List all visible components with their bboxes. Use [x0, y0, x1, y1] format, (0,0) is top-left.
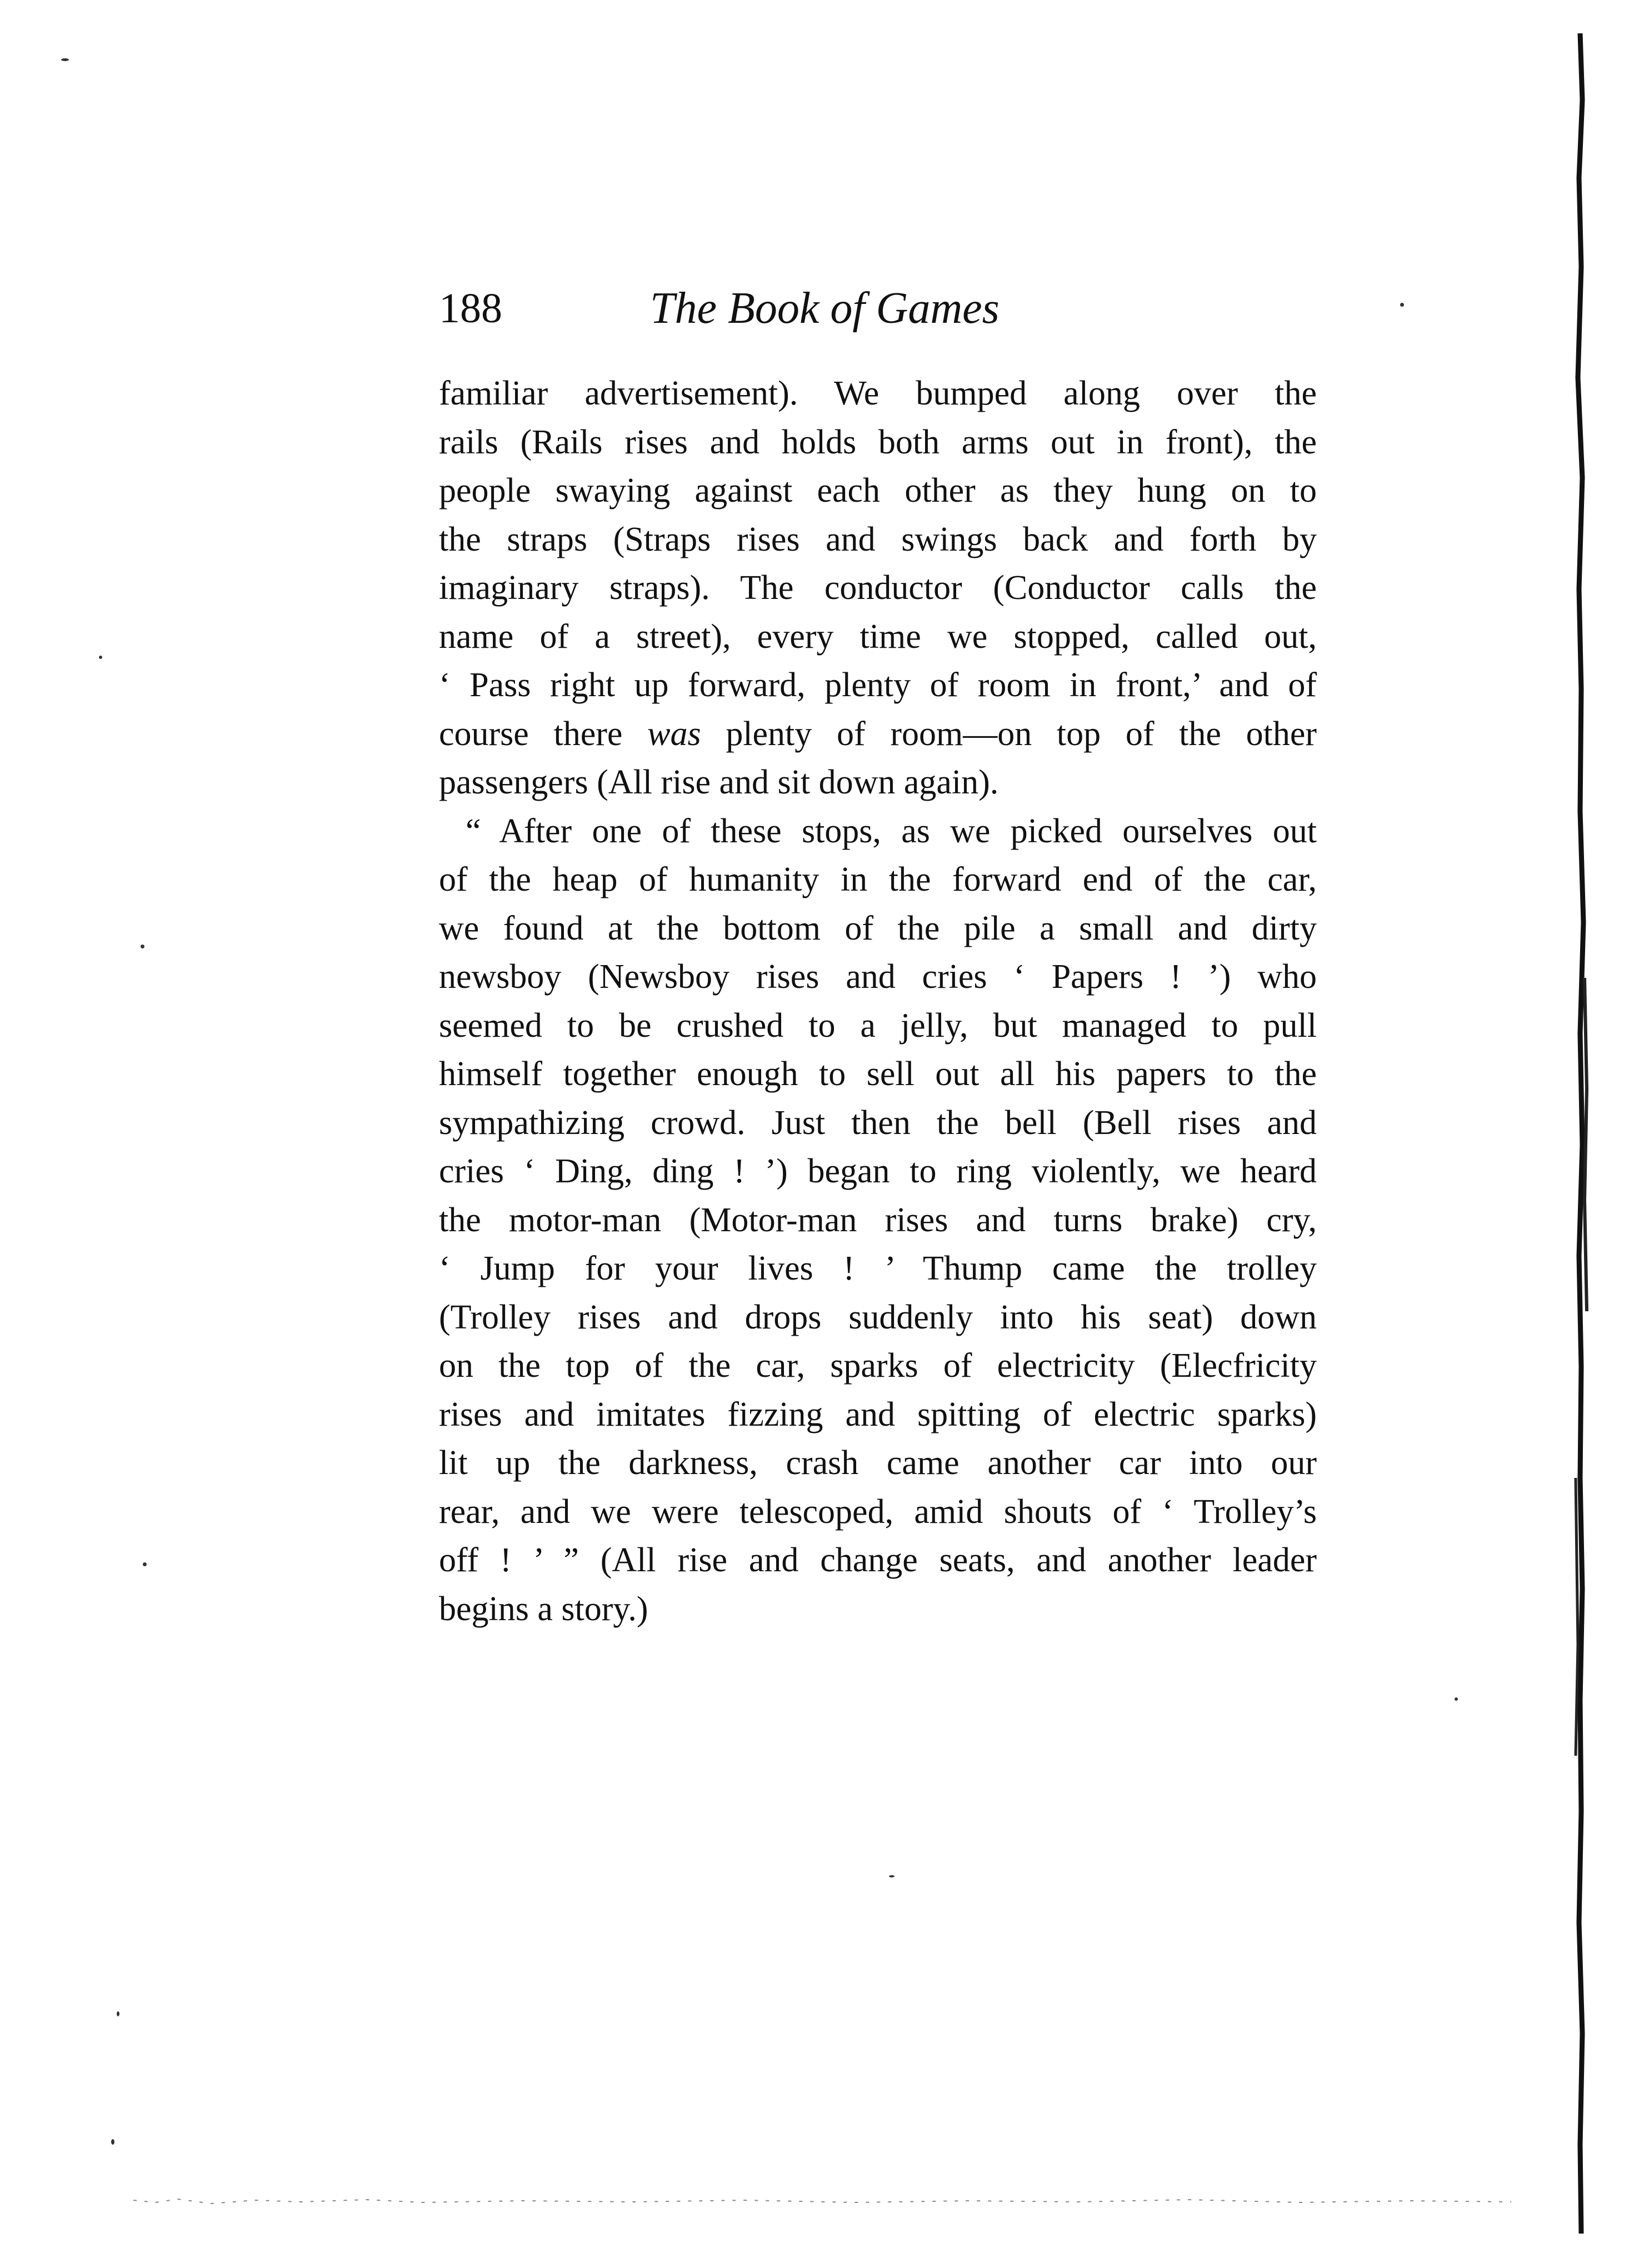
- text-line-with-italic: [439, 710, 1317, 759]
- scan-speck: [1400, 303, 1404, 307]
- text-line: seemed to be crushed to a jelly, but managed to pull: [439, 1006, 1317, 1045]
- scan-speck: [141, 945, 144, 948]
- scan-speck: [117, 2011, 119, 2016]
- text-line: lit up the darkness, crash came another car into our: [439, 1444, 1317, 1482]
- text-line: (Trolley rises and drops suddenly into his seat) down: [439, 1298, 1317, 1336]
- scan-speck: [99, 656, 102, 659]
- text-line: ‘ Jump for your lives ! ’ Thump came the trolley: [439, 1250, 1317, 1287]
- text-line: rises and imitates fizzing and spitting of electric sparks): [439, 1395, 1317, 1433]
- text-line: the motor-man (Motor-man rises and turns brake) cry,: [439, 1201, 1317, 1239]
- page-header: [439, 281, 1317, 342]
- text-line: on the top of the car, sparks of electricity (Elecfricity: [439, 1347, 1317, 1385]
- text-line: off ! ’ ” (All rise and change seats, and another leader: [439, 1541, 1317, 1579]
- text-line: imaginary straps). The conductor (Conductor calls the: [439, 569, 1317, 607]
- body-text: [439, 369, 1317, 1633]
- text-line: people swaying against each other as they hung on to: [439, 472, 1317, 509]
- text-line: rear, and we were telescoped, amid shouts of ‘ Trolley’s: [439, 1492, 1317, 1531]
- scan-speck: [1455, 1697, 1458, 1701]
- running-title: The Book of Games: [650, 284, 1000, 333]
- scan-speck: [889, 1875, 895, 1877]
- scan-edge-noise: [133, 2184, 1511, 2217]
- scan-speck: [111, 2139, 114, 2145]
- scan-speck: [61, 58, 69, 61]
- text-line: name of a street), every time we stopped, called out,: [439, 617, 1317, 656]
- text-line: familiar advertisement). We bumped along over the: [439, 374, 1317, 412]
- italic-word: was: [647, 715, 701, 753]
- text-segment: plenty of room—on top of the other: [726, 715, 1317, 753]
- text-line: ‘ Pass right up forward, plenty of room in front,’ and of: [439, 666, 1317, 704]
- text-line: sympathizing crowd. Just then the bell (Bell rises and: [439, 1103, 1317, 1142]
- text-segment: course there: [439, 715, 623, 753]
- page-number: 188: [439, 285, 502, 332]
- paragraph-end-line: begins a story.): [439, 1590, 648, 1628]
- paragraph-first-line: “ After one of these stops, as we picked ourselves out: [466, 812, 1317, 850]
- text-line: of the heap of humanity in the forward end of the car,: [439, 861, 1317, 898]
- text-line: the straps (Straps rises and swings back and forth by: [439, 520, 1317, 558]
- scan-speck: [143, 1562, 147, 1566]
- text-line: we found at the bottom of the pile a small and dirty: [439, 909, 1317, 947]
- text-line: rails (Rails rises and holds both arms out in front), the: [439, 423, 1317, 461]
- text-line: himself together enough to sell out all his papers to the: [439, 1055, 1317, 1093]
- paragraph-end-line: passengers (All rise and sit down again).: [439, 763, 999, 801]
- text-line: newsboy (Newsboy rises and cries ‘ Papers ! ’) who: [439, 958, 1317, 996]
- text-line: cries ‘ Ding, ding ! ’) began to ring violently, we heard: [439, 1152, 1317, 1190]
- binding-edge-shadow: [1568, 33, 1592, 2234]
